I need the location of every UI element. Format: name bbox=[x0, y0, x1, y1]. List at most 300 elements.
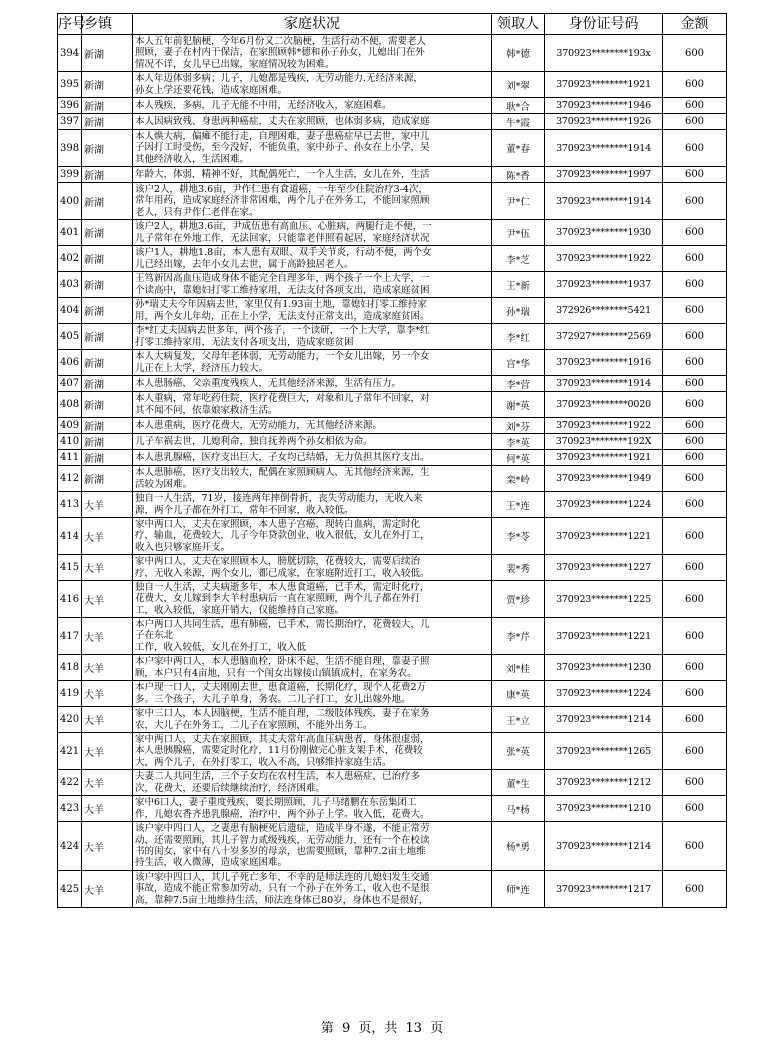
row-town: 大羊 bbox=[82, 555, 133, 581]
row-id-number: 370923********1997 bbox=[545, 167, 663, 183]
row-number: 423 bbox=[58, 796, 82, 822]
row-family-situation bbox=[133, 655, 492, 681]
table-row bbox=[58, 733, 727, 770]
row-amount: 600 bbox=[663, 518, 727, 555]
row-id-number: 370923********1922 bbox=[545, 246, 663, 272]
row-family-situation bbox=[133, 98, 492, 114]
table-body bbox=[58, 35, 727, 908]
row-town: 大羊 bbox=[82, 581, 133, 618]
situation-line: 家中两口人，丈夫在家照顾，其丈夫常年高血压病患者，身体很虚弱， bbox=[135, 734, 430, 746]
situation-line: 书的闺女，家中有八十岁多岁的母亲，也需要照顾，靠种7.2亩土地维 bbox=[135, 846, 426, 857]
situation-line: 年龄大，体弱，精神不好，其配偶死亡，一个人生活，女儿在外，生活 bbox=[135, 168, 430, 180]
table-row bbox=[58, 418, 727, 434]
situation-line: 花费大，女儿嫁到李大羊村患病后一直在家照顾，两个儿子都在外打 bbox=[135, 593, 421, 605]
row-amount: 600 bbox=[663, 733, 727, 770]
row-town: 新湖 bbox=[82, 434, 133, 450]
row-recipient: 牛*霞 bbox=[492, 114, 545, 130]
row-family-situation bbox=[133, 72, 492, 98]
situation-line: 独自一人生活，71岁，接连两年摔倒骨折，丧失劳动能力，无收入来 bbox=[135, 493, 423, 505]
row-amount: 600 bbox=[663, 98, 727, 114]
situation-line: 儿正在上大学，经济压力较大。 bbox=[135, 362, 269, 374]
situation-line: 照顾，妻子在村内干保洁，在家照顾韩*德和孙子孙女，儿媳出门在外 bbox=[135, 47, 425, 59]
row-recipient: 师*连 bbox=[492, 871, 545, 908]
row-recipient: 董*春 bbox=[492, 130, 545, 167]
row-town: 大羊 bbox=[82, 733, 133, 770]
row-town: 新湖 bbox=[82, 114, 133, 130]
situation-line: 该户2人，耕地3.6亩，尹成伍患有高血压、心脏病，两腿行走不便，一 bbox=[135, 221, 432, 233]
row-family-situation bbox=[133, 434, 492, 450]
row-town: 新湖 bbox=[82, 324, 133, 350]
table-row bbox=[58, 770, 727, 796]
table-row bbox=[58, 324, 727, 350]
situation-line: 王笃新因高血压造成身体不能完全自理多年，两个孩子一个上大学，一 bbox=[135, 273, 430, 285]
situation-line: 本人因病致残、身患两种癌症，丈夫在家照顾，也体弱多病，造成家庭 bbox=[135, 115, 430, 127]
row-number: 399 bbox=[58, 167, 82, 183]
row-id-number: 370923********1914 bbox=[545, 183, 663, 220]
situation-line: 本人患肠癌，父亲重度残疾人，无其他经济来源，生活有压力。 bbox=[135, 377, 402, 389]
table-row bbox=[58, 618, 727, 655]
row-id-number: 370923********1214 bbox=[545, 707, 663, 733]
row-amount: 600 bbox=[663, 555, 727, 581]
situation-line: 打零工维持家用，无法支付各项支出，造成家庭贫困 bbox=[135, 336, 354, 348]
row-amount: 600 bbox=[663, 492, 727, 518]
row-id-number: 370923********1921 bbox=[545, 450, 663, 466]
row-amount: 600 bbox=[663, 466, 727, 492]
row-recipient: 李*苓 bbox=[492, 518, 545, 555]
row-recipient: 李*芝 bbox=[492, 246, 545, 272]
situation-line: 本人重病，常年吃药住院，医疗花费巨大，对象和儿子常年不回家，对 bbox=[135, 393, 430, 405]
situation-line: 家中三口人，本人因脑梗，生活不能自理，二级肢体残疾，妻子在家务 bbox=[135, 708, 430, 720]
row-number: 413 bbox=[58, 492, 82, 518]
row-id-number: 370923********1230 bbox=[545, 655, 663, 681]
situation-line: 动，还需要照顾，其儿子智力贰级残疾，无劳动能力，还有一个在校读 bbox=[135, 834, 430, 846]
footer-mid: 页，共 bbox=[358, 1021, 398, 1036]
row-number: 410 bbox=[58, 434, 82, 450]
row-family-situation bbox=[133, 555, 492, 581]
row-number: 401 bbox=[58, 220, 82, 246]
table-row bbox=[58, 492, 727, 518]
header-desc: 家庭状况 bbox=[133, 14, 492, 35]
row-family-situation bbox=[133, 35, 492, 72]
situation-line: 其不闻不问，依靠娘家救济生活。 bbox=[135, 404, 278, 416]
row-amount: 600 bbox=[663, 434, 727, 450]
row-amount: 600 bbox=[663, 114, 727, 130]
situation-line: 家中两口人，丈夫在家照顾本人，膀胱切除，花费较大，需要后续治 bbox=[135, 556, 421, 568]
row-number: 409 bbox=[58, 418, 82, 434]
row-number: 403 bbox=[58, 272, 82, 298]
row-amount: 600 bbox=[663, 376, 727, 392]
situation-line: 本人患肺癌，医疗支出较大，配偶在家照顾病人，无其他经济来源，生 bbox=[135, 467, 430, 479]
row-number: 424 bbox=[58, 822, 82, 871]
row-family-situation bbox=[133, 796, 492, 822]
row-recipient: 裴*秀 bbox=[492, 555, 545, 581]
row-amount: 600 bbox=[663, 130, 727, 167]
table-row bbox=[58, 35, 727, 72]
row-family-situation bbox=[133, 733, 492, 770]
table-row bbox=[58, 822, 727, 871]
row-recipient: 尹*仁 bbox=[492, 183, 545, 220]
row-recipient: 李*英 bbox=[492, 434, 545, 450]
row-id-number: 370923********1946 bbox=[545, 98, 663, 114]
row-recipient: 杨*勇 bbox=[492, 822, 545, 871]
situation-line: 孙*瑞丈夫今年因病去世，家里仅有1.93亩土地，靠媳妇打零工维持家 bbox=[135, 299, 427, 311]
footer-suffix: 页 bbox=[430, 1021, 444, 1036]
row-id-number: 370923********1265 bbox=[545, 733, 663, 770]
situation-line: 用，两个女儿年幼，正在上小学，无法支付正常支出，造成家庭贫困。 bbox=[135, 310, 430, 322]
row-number: 402 bbox=[58, 246, 82, 272]
row-number: 419 bbox=[58, 681, 82, 707]
situation-line: 儿子车祸去世，儿媳利命，独自抚养两个孙女相依为命。 bbox=[135, 435, 373, 447]
situation-line: 高，靠种7.5亩土地维持生活，师法连身体已80岁，身体也不是很好， bbox=[135, 894, 429, 906]
row-amount: 600 bbox=[663, 822, 727, 871]
situation-line: 独自一人生活，丈夫病逝多年，本人患食道癌，已手术，需定时化疗， bbox=[135, 582, 430, 594]
row-recipient: 张*英 bbox=[492, 733, 545, 770]
situation-line: 该户2人，耕地3.6亩，尹作仁患有食道癌，一年至少住院治疗3-4次， bbox=[135, 184, 428, 196]
row-number: 394 bbox=[58, 35, 82, 72]
row-id-number: 370923********1224 bbox=[545, 492, 663, 518]
row-family-situation bbox=[133, 130, 492, 167]
row-id-number: 370923********1227 bbox=[545, 555, 663, 581]
row-family-situation bbox=[133, 581, 492, 618]
row-family-situation bbox=[133, 272, 492, 298]
row-amount: 600 bbox=[663, 324, 727, 350]
row-recipient: 韩*德 bbox=[492, 35, 545, 72]
row-number: 406 bbox=[58, 350, 82, 376]
row-town: 新湖 bbox=[82, 72, 133, 98]
row-amount: 600 bbox=[663, 770, 727, 796]
row-id-number: 370923********1214 bbox=[545, 822, 663, 871]
row-amount: 600 bbox=[663, 707, 727, 733]
row-town: 大羊 bbox=[82, 770, 133, 796]
row-id-number: 370923********1212 bbox=[545, 770, 663, 796]
row-family-situation bbox=[133, 707, 492, 733]
row-id-number: 370923********1217 bbox=[545, 871, 663, 908]
row-recipient: 李*芹 bbox=[492, 618, 545, 655]
situation-line: 情况不详，女儿早已出嫁，家庭情况较为困难。 bbox=[135, 58, 335, 70]
row-amount: 600 bbox=[663, 183, 727, 220]
situation-line: 本人患重病，医疗花费大，无劳动能力，无其他经济来源。 bbox=[135, 419, 383, 431]
situation-line: 工，收入较低，家庭开销大，仅能维持自己家庭。 bbox=[135, 604, 345, 616]
row-recipient: 孙*瑞 bbox=[492, 298, 545, 324]
row-id-number: 370923********1221 bbox=[545, 618, 663, 655]
situation-line: 顾，本户只有4亩地，只有一个闺女出嫁接山镇镇成村，在家务农。 bbox=[135, 667, 417, 679]
row-family-situation bbox=[133, 871, 492, 908]
situation-line: 本户两口人共同生活，患有肺癌，已手术，需长期治疗，花费较大，儿 bbox=[135, 619, 430, 631]
row-family-situation bbox=[133, 246, 492, 272]
situation-line: 本人大病复发，父母年老体弱，无劳动能力，一个女儿出嫁，另一个女 bbox=[135, 351, 430, 363]
situation-line: 本人残疾，多病，儿子无能不中用，无经济收入，家庭困难。 bbox=[135, 99, 392, 111]
table-row bbox=[58, 871, 727, 908]
row-amount: 600 bbox=[663, 220, 727, 246]
row-id-number: 370923********1922 bbox=[545, 418, 663, 434]
table-row bbox=[58, 555, 727, 581]
situation-line: 该户家中四口人，之妻患有脑梗死后遗症，造成半身不遂，不能正常劳 bbox=[135, 823, 430, 835]
row-amount: 600 bbox=[663, 167, 727, 183]
footer-prefix: 第 bbox=[320, 1021, 334, 1036]
table-row bbox=[58, 220, 727, 246]
situation-line: 本人五年前犯脑梗，今年6月份又二次脑梗，生活行动不便，需要老人 bbox=[135, 36, 427, 48]
situation-line: 本人焕大病，偏瘫不能行走，自理困难，妻子患癌症早已去世，家中儿 bbox=[135, 131, 430, 143]
footer-page-number: 9 bbox=[341, 1021, 351, 1036]
row-id-number: 370923********1914 bbox=[545, 130, 663, 167]
row-amount: 600 bbox=[663, 655, 727, 681]
row-amount: 600 bbox=[663, 72, 727, 98]
table-row bbox=[58, 272, 727, 298]
situation-line: 本人患乳腺癌，医疗支出巨大，子女均已结婚，无力负担其医疗支出。 bbox=[135, 451, 430, 463]
row-family-situation bbox=[133, 450, 492, 466]
situation-line: 其他经济收入，生活困难。 bbox=[135, 153, 250, 165]
header-amount: 金额 bbox=[663, 14, 727, 35]
row-id-number: 370923********1221 bbox=[545, 518, 663, 555]
row-amount: 600 bbox=[663, 581, 727, 618]
row-family-situation bbox=[133, 298, 492, 324]
row-number: 420 bbox=[58, 707, 82, 733]
row-recipient: 王*立 bbox=[492, 707, 545, 733]
situation-line: 个读高中，靠媳妇打零工维持家用，无法支付各项支出，造成家庭贫困 bbox=[135, 284, 430, 296]
situation-line: 李*红丈夫因病去世多年，两个孩子，一个读研，一个上大学，靠李*红 bbox=[135, 325, 430, 337]
row-town: 大羊 bbox=[82, 492, 133, 518]
header-town: 乡镇 bbox=[82, 14, 133, 35]
situation-line: 夫妻二人共同生活，三个子女均在农村生活，本人患癌症，已治疗多 bbox=[135, 771, 421, 783]
footer-total-pages: 13 bbox=[405, 1021, 423, 1036]
row-town: 新湖 bbox=[82, 418, 133, 434]
row-town: 大羊 bbox=[82, 707, 133, 733]
row-family-situation bbox=[133, 466, 492, 492]
row-town: 大羊 bbox=[82, 518, 133, 555]
row-id-number: 370923********1210 bbox=[545, 796, 663, 822]
row-town: 新湖 bbox=[82, 130, 133, 167]
row-town: 新湖 bbox=[82, 350, 133, 376]
row-recipient: 栾*岭 bbox=[492, 466, 545, 492]
row-number: 407 bbox=[58, 376, 82, 392]
row-family-situation bbox=[133, 183, 492, 220]
row-recipient: 李*红 bbox=[492, 324, 545, 350]
table-row bbox=[58, 246, 727, 272]
situation-line: 该户1人，耕地1.8亩，本人患有双眼、双手关节炎，行动不便，两个女 bbox=[135, 247, 432, 259]
table-row bbox=[58, 392, 727, 418]
row-amount: 600 bbox=[663, 246, 727, 272]
row-family-situation bbox=[133, 167, 492, 183]
row-town: 新湖 bbox=[82, 35, 133, 72]
row-id-number: 370923********1225 bbox=[545, 581, 663, 618]
situation-line: 事故，造成不能正常参加劳动，只有一个孙子在外务工，收入也不是很 bbox=[135, 883, 430, 895]
row-number: 425 bbox=[58, 871, 82, 908]
row-id-number: 370923********0020 bbox=[545, 392, 663, 418]
row-amount: 600 bbox=[663, 871, 727, 908]
page-footer bbox=[0, 1017, 764, 1036]
situation-line: 老人，只有尹作仁老伴在家。 bbox=[135, 206, 259, 218]
row-family-situation bbox=[133, 376, 492, 392]
table-row bbox=[58, 130, 727, 167]
table-row bbox=[58, 518, 727, 555]
row-number: 415 bbox=[58, 555, 82, 581]
row-family-situation bbox=[133, 220, 492, 246]
header-name: 领取人 bbox=[492, 14, 545, 35]
row-number: 422 bbox=[58, 770, 82, 796]
row-id-number: 370923********1926 bbox=[545, 114, 663, 130]
situation-line: 农，大儿子在外务工，二儿子在家照顾，不能外出务工。 bbox=[135, 719, 373, 731]
row-family-situation bbox=[133, 518, 492, 555]
row-town: 新湖 bbox=[82, 450, 133, 466]
row-family-situation bbox=[133, 350, 492, 376]
row-family-situation bbox=[133, 418, 492, 434]
row-amount: 600 bbox=[663, 618, 727, 655]
row-town: 大羊 bbox=[82, 796, 133, 822]
row-number: 396 bbox=[58, 98, 82, 114]
row-number: 408 bbox=[58, 392, 82, 418]
table-row bbox=[58, 167, 727, 183]
situation-line: 次，花费大，还要后续继续治疗，经济困难。 bbox=[135, 782, 326, 794]
situation-line: 收入也只够家庭开支。 bbox=[135, 541, 231, 553]
row-number: 395 bbox=[58, 72, 82, 98]
row-town: 新湖 bbox=[82, 376, 133, 392]
row-amount: 600 bbox=[663, 681, 727, 707]
situation-line: 儿已经出嫁，去年小女儿去世，属于高龄独居老人。 bbox=[135, 258, 354, 270]
row-id-number: 370923********1914 bbox=[545, 376, 663, 392]
row-id-number: 372927********2569 bbox=[545, 324, 663, 350]
row-recipient: 刘*翠 bbox=[492, 72, 545, 98]
row-town: 新湖 bbox=[82, 167, 133, 183]
situation-line: 该户家中四口人，其儿子死亡多年，不幸的是师法连的儿媳妇发生交通 bbox=[135, 872, 430, 884]
table-row bbox=[58, 450, 727, 466]
row-id-number: 370923********1921 bbox=[545, 72, 663, 98]
row-town: 大羊 bbox=[82, 618, 133, 655]
assistance-table bbox=[57, 13, 727, 908]
row-recipient: 王*新 bbox=[492, 272, 545, 298]
situation-line: 常年用药，造成家庭经济非常困难，两个儿子在外务工，不能回家照顾 bbox=[135, 195, 430, 207]
row-number: 412 bbox=[58, 466, 82, 492]
row-recipient: 刘*桂 bbox=[492, 655, 545, 681]
situation-line: 大，两个儿子，在外打零工，收入不高，只够维持家庭生活。 bbox=[135, 756, 392, 768]
row-recipient: 何*英 bbox=[492, 450, 545, 466]
row-amount: 600 bbox=[663, 450, 727, 466]
table-row bbox=[58, 376, 727, 392]
table-row bbox=[58, 655, 727, 681]
situation-line: 多。三个孩子，大儿子单身，务农。二儿子打工，女儿出嫁外地。 bbox=[135, 693, 411, 705]
row-id-number: 370923********1930 bbox=[545, 220, 663, 246]
situation-line: 本户家中两口人，本人患脑血栓，卧床不起，生活不能自理，靠妻子照 bbox=[135, 656, 430, 668]
row-amount: 600 bbox=[663, 298, 727, 324]
situation-line: 儿子常年在外地工作，无法回家，只能靠老伴照看起居，家庭经济状况 bbox=[135, 232, 430, 244]
row-town: 新湖 bbox=[82, 220, 133, 246]
row-family-situation bbox=[133, 324, 492, 350]
situation-line: 本户现一口人，丈夫刚刚去世，患食道癌，长期化疗，现个人花费2万 bbox=[135, 682, 427, 694]
row-town: 新湖 bbox=[82, 392, 133, 418]
table-row bbox=[58, 707, 727, 733]
situation-line: 孙女上学还要花钱，造成家庭困难。 bbox=[135, 84, 288, 96]
row-recipient: 刘*芬 bbox=[492, 418, 545, 434]
row-number: 400 bbox=[58, 183, 82, 220]
row-number: 414 bbox=[58, 518, 82, 555]
situation-line: 子在东北 bbox=[135, 630, 174, 642]
situation-line: 本人年迈体弱多病；儿子，儿媳都是残疾，无劳动能力.无经济来源， bbox=[135, 73, 424, 85]
situation-line: 持生活，收入微薄，造成家庭困难。 bbox=[135, 857, 288, 869]
row-town: 新湖 bbox=[82, 183, 133, 220]
row-amount: 600 bbox=[663, 796, 727, 822]
header-no: 序号 bbox=[58, 14, 82, 35]
row-id-number: 370923********1224 bbox=[545, 681, 663, 707]
row-town: 大羊 bbox=[82, 822, 133, 871]
row-family-situation bbox=[133, 392, 492, 418]
row-number: 405 bbox=[58, 324, 82, 350]
situation-line: 活较为困难。 bbox=[135, 478, 193, 490]
table-row bbox=[58, 72, 727, 98]
situation-line: 家中6口人，妻子重度残疾，要长期照顾，儿子马绪鹏在东岳集团工 bbox=[135, 797, 417, 809]
row-number: 411 bbox=[58, 450, 82, 466]
row-town: 新湖 bbox=[82, 272, 133, 298]
row-id-number: 370923********1937 bbox=[545, 272, 663, 298]
row-family-situation bbox=[133, 618, 492, 655]
row-town: 大羊 bbox=[82, 871, 133, 908]
row-id-number: 370923********1949 bbox=[545, 466, 663, 492]
row-family-situation bbox=[133, 492, 492, 518]
row-id-number: 370923********193x bbox=[545, 35, 663, 72]
table-row bbox=[58, 796, 727, 822]
row-amount: 600 bbox=[663, 272, 727, 298]
row-id-number: 370923********192X bbox=[545, 434, 663, 450]
row-number: 417 bbox=[58, 618, 82, 655]
header-id: 身份证号码 bbox=[545, 14, 663, 35]
table-row bbox=[58, 581, 727, 618]
row-id-number: 372926********5421 bbox=[545, 298, 663, 324]
row-recipient: 宫*华 bbox=[492, 350, 545, 376]
situation-line: 子因打工时受伤，至今没好，不能负重，家中孙子、孙女在上小学，吴 bbox=[135, 142, 430, 154]
row-number: 416 bbox=[58, 581, 82, 618]
situation-line: 疗，无收入来源，两个女儿，都已成家，在家庭附近打工，收入较低。 bbox=[135, 567, 430, 579]
row-number: 418 bbox=[58, 655, 82, 681]
row-amount: 600 bbox=[663, 350, 727, 376]
situation-line: 家中两口人，丈夫在家照顾，本人患子宫癌，现转白血病，需定时化 bbox=[135, 519, 421, 531]
header-row bbox=[58, 14, 727, 35]
table-row bbox=[58, 98, 727, 114]
row-id-number: 370923********1916 bbox=[545, 350, 663, 376]
table-row bbox=[58, 350, 727, 376]
table-row bbox=[58, 434, 727, 450]
row-number: 421 bbox=[58, 733, 82, 770]
row-family-situation bbox=[133, 822, 492, 871]
row-recipient: 康*英 bbox=[492, 681, 545, 707]
row-amount: 600 bbox=[663, 392, 727, 418]
row-recipient: 尹*伍 bbox=[492, 220, 545, 246]
table-row bbox=[58, 681, 727, 707]
situation-line: 工作，收入较低，女儿在外打工，收入低 bbox=[135, 641, 307, 653]
row-amount: 600 bbox=[663, 418, 727, 434]
row-town: 新湖 bbox=[82, 298, 133, 324]
row-recipient: 耿*合 bbox=[492, 98, 545, 114]
row-town: 大羊 bbox=[82, 681, 133, 707]
row-family-situation bbox=[133, 770, 492, 796]
situation-line: 作，儿媳农香齐患乳腺癌，治疗中，两个孙子上学。收入低，花费大。 bbox=[135, 808, 430, 820]
row-family-situation bbox=[133, 681, 492, 707]
row-recipient: 马*杨 bbox=[492, 796, 545, 822]
row-number: 397 bbox=[58, 114, 82, 130]
row-number: 398 bbox=[58, 130, 82, 167]
row-town: 新湖 bbox=[82, 246, 133, 272]
situation-line: 疗，输血，花费较大，儿子今年贷款创业，收入很低，女儿在外打工， bbox=[135, 530, 430, 542]
row-town: 新湖 bbox=[82, 98, 133, 114]
situation-line: 源，两个儿子都在外打工，常年不回家，收入较低。 bbox=[135, 504, 354, 516]
row-amount: 600 bbox=[663, 35, 727, 72]
row-number: 404 bbox=[58, 298, 82, 324]
row-recipient: 董*生 bbox=[492, 770, 545, 796]
row-town: 大羊 bbox=[82, 655, 133, 681]
row-recipient: 李*营 bbox=[492, 376, 545, 392]
table-row bbox=[58, 466, 727, 492]
situation-line: 本人患胰腺癌，需要定时化疗，11月份刚做完心脏支架手术，花费较 bbox=[135, 745, 423, 757]
table-row bbox=[58, 183, 727, 220]
row-recipient: 王*连 bbox=[492, 492, 545, 518]
row-family-situation bbox=[133, 114, 492, 130]
